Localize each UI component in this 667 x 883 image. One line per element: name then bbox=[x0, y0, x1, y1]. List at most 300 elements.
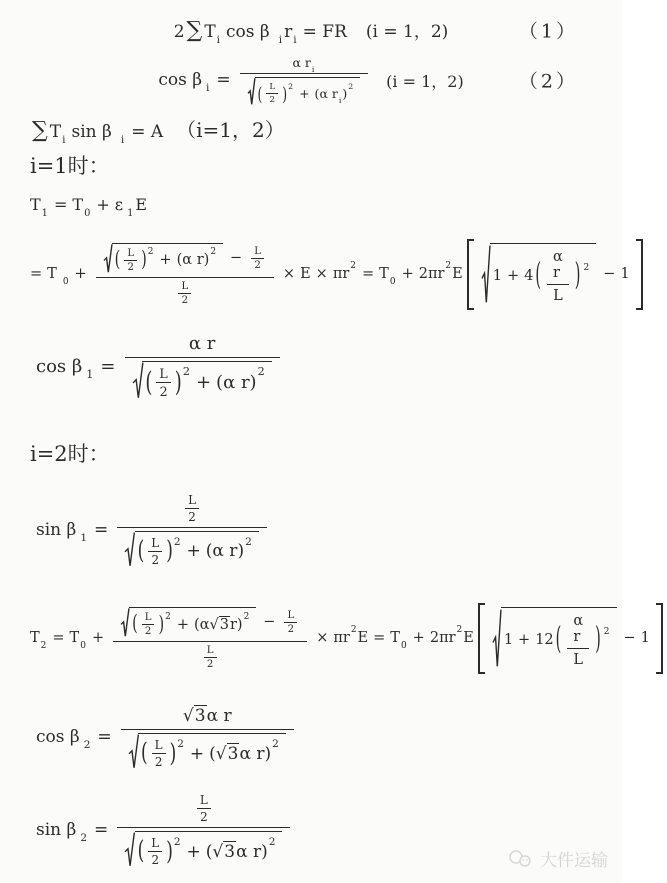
fraction-numerator bbox=[567, 612, 589, 649]
equation-9 bbox=[36, 704, 298, 771]
math-run bbox=[132, 612, 138, 636]
fraction bbox=[125, 332, 280, 401]
math-token: α bbox=[199, 616, 210, 633]
fraction-denominator bbox=[117, 828, 290, 869]
case-heading: i=1时： bbox=[30, 154, 110, 178]
radical-icon bbox=[125, 531, 134, 568]
math-token: = bbox=[94, 820, 109, 840]
math-run bbox=[189, 333, 215, 354]
fraction-denominator bbox=[266, 94, 278, 105]
bracket-group bbox=[478, 603, 663, 674]
sqrt3 bbox=[183, 705, 207, 726]
math-token: E bbox=[463, 630, 474, 646]
math-token: ( bbox=[205, 841, 213, 862]
math-token: T bbox=[204, 22, 216, 42]
math-token: T bbox=[30, 630, 40, 646]
watermark bbox=[508, 846, 608, 871]
math-token: ( bbox=[209, 743, 216, 764]
math-token: + bbox=[195, 371, 212, 393]
left-bracket bbox=[467, 239, 474, 310]
radical-icon bbox=[482, 243, 490, 306]
equation-2-condition bbox=[372, 69, 464, 92]
superscript: 2 bbox=[147, 247, 154, 258]
superscript: 2 bbox=[245, 535, 252, 548]
fraction bbox=[113, 606, 307, 671]
paren-open: ( bbox=[137, 836, 145, 866]
math-token: L bbox=[206, 644, 214, 656]
math-token: 3 bbox=[194, 705, 206, 726]
math-run bbox=[593, 623, 610, 657]
math-token: α r bbox=[573, 612, 584, 645]
fraction-numerator bbox=[148, 536, 162, 552]
equation-3-body bbox=[30, 114, 285, 146]
equation-5-row bbox=[0, 226, 630, 322]
math-token: E bbox=[452, 266, 463, 282]
fraction bbox=[148, 536, 162, 567]
superscript: 2 bbox=[257, 365, 265, 379]
fraction-numerator bbox=[152, 738, 166, 754]
math-token: L bbox=[159, 365, 168, 381]
math-token: ( bbox=[205, 541, 213, 561]
paren-open: ( bbox=[257, 81, 263, 105]
paren-close: ) bbox=[141, 248, 147, 272]
subscript: i bbox=[311, 64, 315, 74]
math-token: ( bbox=[216, 371, 224, 393]
subscript: i bbox=[120, 133, 125, 146]
math-token: cos β bbox=[226, 22, 270, 42]
right-bracket bbox=[656, 603, 663, 674]
equation-2 bbox=[158, 54, 463, 107]
math-token: L bbox=[287, 609, 295, 621]
superscript: 2 bbox=[603, 627, 610, 638]
math-token: + bbox=[401, 266, 414, 282]
equation-7-row bbox=[0, 484, 622, 576]
math-token: T bbox=[49, 121, 62, 142]
sum-symbol: ∑ bbox=[186, 17, 203, 43]
subscript: 2 bbox=[83, 739, 91, 752]
fraction-numerator bbox=[547, 248, 569, 285]
math-token: 2 bbox=[154, 754, 163, 769]
fraction-numerator bbox=[204, 645, 217, 658]
math-token: E bbox=[357, 630, 369, 646]
brand-name: 大件运输 bbox=[540, 851, 608, 871]
radical-icon bbox=[125, 831, 134, 868]
math-run bbox=[114, 248, 121, 272]
subscript: 0 bbox=[389, 276, 396, 287]
math-token: = bbox=[216, 70, 231, 90]
equation-3 bbox=[30, 114, 285, 146]
equation-number: （2） bbox=[518, 70, 578, 93]
math-token: ) bbox=[203, 252, 210, 268]
math-token: 2 bbox=[144, 625, 152, 637]
bracket-group bbox=[467, 239, 643, 310]
math-run bbox=[174, 365, 266, 398]
radical-icon bbox=[104, 243, 112, 274]
condition-label: （i=1，2） bbox=[176, 117, 285, 142]
superscript: 2 bbox=[177, 738, 184, 751]
paren-close: ) bbox=[282, 81, 288, 105]
fraction bbox=[204, 645, 217, 670]
paren-close: ) bbox=[595, 623, 601, 657]
math-run bbox=[503, 623, 564, 657]
fraction-denominator bbox=[121, 730, 294, 771]
math-token: 1 bbox=[503, 632, 514, 648]
math-token: 2 bbox=[269, 94, 276, 105]
math-token: L bbox=[151, 835, 160, 850]
sqrt bbox=[125, 531, 258, 568]
math-token: 1 bbox=[640, 630, 650, 646]
superscript: 2 bbox=[173, 836, 181, 849]
fraction-denominator bbox=[113, 642, 307, 671]
superscript: 2 bbox=[445, 261, 452, 272]
fraction-numerator bbox=[96, 242, 274, 278]
paren-close: ) bbox=[158, 612, 165, 637]
math-token: π bbox=[332, 266, 343, 282]
math-token: = bbox=[52, 630, 65, 646]
math-run bbox=[257, 81, 263, 105]
math-token: + bbox=[518, 632, 531, 648]
math-token: = bbox=[30, 266, 43, 282]
sqrt bbox=[482, 243, 596, 306]
math-token: 2 bbox=[287, 623, 295, 635]
math-token: + bbox=[299, 85, 310, 101]
radical-symbol: √ bbox=[215, 743, 227, 764]
radical-symbol: √ bbox=[212, 841, 224, 862]
math-token: 2 bbox=[418, 266, 428, 282]
fraction bbox=[117, 492, 266, 569]
paren-close: ) bbox=[169, 738, 177, 769]
subscript: 1 bbox=[41, 207, 48, 219]
subscript: i bbox=[278, 34, 283, 47]
fraction-denominator bbox=[251, 259, 264, 271]
superscript: 2 bbox=[243, 611, 250, 622]
math-token: − bbox=[263, 614, 276, 630]
equation-1-body bbox=[173, 17, 449, 47]
fraction-numerator bbox=[284, 610, 297, 623]
math-run bbox=[36, 820, 113, 845]
fraction bbox=[96, 242, 274, 307]
fraction-numerator bbox=[251, 246, 264, 259]
radical-icon bbox=[129, 733, 138, 770]
fraction-numerator bbox=[124, 248, 137, 261]
math-token: ) bbox=[236, 616, 243, 633]
fraction bbox=[148, 836, 162, 867]
equation-2-lhs bbox=[158, 70, 235, 95]
math-token: ) bbox=[261, 841, 268, 862]
subscript: i bbox=[216, 34, 221, 47]
math-token: T bbox=[47, 266, 57, 282]
equation-4-row bbox=[0, 190, 622, 218]
math-run bbox=[169, 738, 280, 769]
math-run bbox=[166, 836, 276, 867]
math-token: r bbox=[448, 630, 456, 646]
math-token: 2 bbox=[429, 630, 440, 646]
fraction-denominator bbox=[152, 754, 166, 769]
math-token: 1 bbox=[620, 266, 630, 282]
math-token: cos β bbox=[36, 727, 80, 747]
math-token: r bbox=[342, 266, 350, 282]
sqrt-body bbox=[135, 831, 283, 868]
math-token: α r bbox=[292, 54, 311, 70]
fraction-denominator bbox=[142, 625, 155, 637]
superscript: 2 bbox=[182, 365, 190, 379]
fraction bbox=[152, 738, 166, 769]
subscript: i bbox=[206, 82, 210, 95]
math-token: L bbox=[254, 245, 261, 257]
math-token: ( bbox=[176, 252, 183, 268]
math-run bbox=[158, 611, 250, 637]
subscript: 0 bbox=[84, 207, 91, 219]
equation-8 bbox=[30, 603, 667, 674]
paren-close: ) bbox=[166, 836, 173, 867]
math-token: T bbox=[390, 630, 400, 646]
sqrt-body bbox=[255, 77, 361, 106]
math-run bbox=[137, 536, 145, 566]
math-token: 3 bbox=[227, 743, 239, 764]
left-bracket bbox=[478, 603, 485, 674]
sqrt bbox=[104, 243, 223, 274]
superscript: 2 bbox=[288, 81, 294, 91]
math-token: × bbox=[315, 266, 328, 282]
math-token: ) bbox=[249, 371, 257, 393]
math-run bbox=[137, 836, 145, 866]
math-token: α r bbox=[188, 332, 216, 354]
math-token: α r bbox=[206, 705, 232, 726]
fraction-numerator bbox=[148, 836, 162, 852]
math-token: × bbox=[282, 266, 296, 282]
math-token: 2 bbox=[127, 261, 134, 273]
bracket-body bbox=[478, 239, 632, 310]
fraction-numerator bbox=[121, 704, 294, 730]
math-token: = FR bbox=[302, 22, 347, 42]
math-run bbox=[573, 259, 590, 293]
superscript: 2 bbox=[272, 738, 279, 751]
math-run bbox=[278, 261, 463, 287]
math-token: 2 bbox=[173, 22, 185, 42]
math-token: r bbox=[284, 22, 293, 42]
fraction-denominator bbox=[567, 649, 589, 669]
radical-icon bbox=[133, 361, 143, 400]
math-token: + bbox=[91, 630, 105, 646]
paren-open: ( bbox=[114, 248, 121, 272]
fraction-denominator bbox=[547, 285, 569, 305]
math-run bbox=[598, 266, 629, 282]
math-token: ( bbox=[314, 85, 320, 101]
subscript: 2 bbox=[80, 832, 88, 845]
math-token: ) bbox=[264, 743, 272, 764]
math-token: + bbox=[189, 743, 205, 764]
subscript: 0 bbox=[80, 640, 86, 651]
sqrt bbox=[133, 361, 272, 400]
equation-number: （1） bbox=[518, 20, 578, 43]
sqrt-body bbox=[142, 361, 271, 400]
math-run bbox=[225, 250, 247, 266]
math-token: π bbox=[439, 630, 449, 646]
fraction-denominator bbox=[96, 278, 274, 307]
fraction bbox=[124, 248, 137, 273]
fraction bbox=[117, 792, 290, 869]
equation-4 bbox=[30, 194, 148, 219]
equation-9-row bbox=[0, 696, 622, 778]
math-token: r bbox=[229, 616, 237, 633]
sqrt3 bbox=[209, 616, 229, 633]
superscript: 2 bbox=[350, 261, 357, 272]
paren-open: ( bbox=[137, 536, 145, 566]
math-token: cos β bbox=[158, 70, 203, 90]
fraction bbox=[142, 612, 155, 637]
math-token: L bbox=[154, 737, 163, 752]
math-token: r bbox=[437, 266, 445, 282]
fraction-denominator bbox=[284, 623, 297, 635]
fraction bbox=[240, 54, 368, 107]
fraction bbox=[185, 493, 199, 524]
superscript: 2 bbox=[350, 625, 357, 636]
superscript: 2 bbox=[210, 247, 217, 258]
math-token: L bbox=[199, 792, 208, 807]
fraction-denominator bbox=[240, 74, 368, 107]
math-token: L bbox=[553, 287, 563, 304]
math-token: = bbox=[373, 630, 386, 646]
equation-6-row bbox=[0, 324, 622, 408]
math-token: ) bbox=[342, 85, 348, 101]
sqrt-body bbox=[112, 243, 223, 274]
math-token: 3 bbox=[224, 841, 236, 862]
case-2-heading-row bbox=[0, 438, 622, 468]
fraction-numerator bbox=[185, 493, 199, 509]
fraction-denominator bbox=[148, 852, 162, 867]
math-token: − bbox=[230, 250, 243, 266]
fraction-numerator bbox=[113, 606, 307, 642]
math-token: − bbox=[603, 266, 616, 282]
math-token: r bbox=[342, 630, 350, 646]
math-token: L bbox=[181, 280, 189, 292]
sqrt bbox=[125, 831, 282, 868]
condition-label: (i = 1，2) bbox=[365, 22, 449, 42]
math-token: L bbox=[269, 81, 276, 92]
fraction bbox=[251, 246, 264, 271]
sqrt bbox=[248, 77, 360, 106]
fraction-numerator bbox=[266, 82, 278, 94]
right-bracket bbox=[636, 239, 643, 310]
math-token: − bbox=[623, 630, 636, 646]
math-token: α r bbox=[182, 252, 204, 268]
superscript: 2 bbox=[456, 625, 463, 636]
math-token: L bbox=[151, 535, 160, 550]
sqrt-body bbox=[138, 733, 286, 770]
superscript: 2 bbox=[268, 836, 276, 849]
fraction-numerator bbox=[240, 54, 368, 74]
sqrt bbox=[121, 607, 256, 638]
fraction bbox=[284, 610, 297, 635]
math-token: α r bbox=[212, 541, 238, 561]
paren-close: ) bbox=[174, 366, 182, 398]
math-token: L bbox=[188, 492, 196, 507]
sqrt3 bbox=[212, 841, 236, 862]
sqrt bbox=[493, 607, 617, 670]
fraction-numerator bbox=[125, 332, 280, 358]
math-run bbox=[30, 630, 109, 651]
math-token: + bbox=[96, 194, 110, 214]
math-token: + bbox=[186, 541, 201, 561]
subscript: 1 bbox=[80, 532, 88, 545]
subscript: 1 bbox=[86, 368, 94, 382]
math-token: = bbox=[97, 727, 112, 747]
paren-open: ( bbox=[145, 366, 153, 398]
math-token: 4 bbox=[524, 268, 534, 284]
math-token: + bbox=[74, 266, 87, 282]
math-run bbox=[292, 54, 315, 74]
math-token: 1 bbox=[492, 268, 502, 284]
math-token: + bbox=[159, 252, 172, 268]
math-token: L bbox=[127, 247, 135, 259]
math-run bbox=[36, 355, 121, 382]
paren-open: ( bbox=[132, 612, 138, 636]
superscript: 2 bbox=[583, 263, 590, 274]
math-token: 2 bbox=[159, 383, 168, 399]
fraction bbox=[266, 82, 278, 105]
math-token: T bbox=[379, 266, 389, 282]
fraction-numerator bbox=[156, 366, 170, 383]
subscript: i bbox=[293, 34, 297, 47]
equation-5 bbox=[30, 239, 647, 310]
math-token: 2 bbox=[254, 259, 261, 271]
speech-bubbles-icon bbox=[508, 849, 535, 868]
math-run bbox=[145, 366, 153, 398]
fraction-denominator bbox=[204, 658, 217, 670]
equation-10 bbox=[36, 792, 294, 869]
math-token: 12 bbox=[535, 632, 554, 648]
paren-close: ) bbox=[574, 259, 581, 293]
case-1-heading-row bbox=[0, 150, 622, 180]
math-token: E bbox=[135, 194, 148, 214]
math-run bbox=[183, 705, 232, 726]
paren-close: ) bbox=[166, 536, 173, 566]
math-token: sin β bbox=[71, 121, 112, 142]
math-run bbox=[492, 259, 543, 293]
subscript: i bbox=[62, 133, 66, 146]
fraction-denominator bbox=[117, 528, 266, 569]
math-token: sin β bbox=[36, 820, 77, 840]
fraction bbox=[567, 612, 589, 669]
fraction bbox=[121, 704, 294, 771]
paren-open: ( bbox=[141, 738, 148, 768]
math-token: ε bbox=[114, 194, 124, 214]
fraction bbox=[178, 281, 191, 306]
math-token: α r bbox=[319, 85, 338, 101]
math-token: × bbox=[316, 630, 329, 646]
math-token: E bbox=[300, 266, 311, 282]
math-token: T bbox=[69, 630, 80, 646]
equation-2-row bbox=[0, 48, 622, 112]
sum-symbol: ∑ bbox=[32, 116, 48, 143]
math-run bbox=[166, 535, 253, 566]
math-run bbox=[141, 247, 217, 272]
math-token: L bbox=[573, 651, 584, 668]
equation-3-row bbox=[0, 112, 622, 144]
superscript: 2 bbox=[348, 81, 354, 91]
math-run bbox=[30, 266, 92, 287]
sqrt-body bbox=[501, 607, 617, 670]
fraction-denominator bbox=[125, 358, 280, 401]
math-token: α r bbox=[239, 743, 265, 764]
math-token: + bbox=[186, 841, 201, 862]
radical-icon bbox=[493, 607, 501, 670]
case-heading: i=2时： bbox=[30, 442, 110, 466]
math-token: ) bbox=[237, 541, 245, 561]
radical-icon bbox=[121, 607, 129, 638]
math-token: = bbox=[362, 266, 375, 282]
fraction-denominator bbox=[197, 809, 211, 824]
